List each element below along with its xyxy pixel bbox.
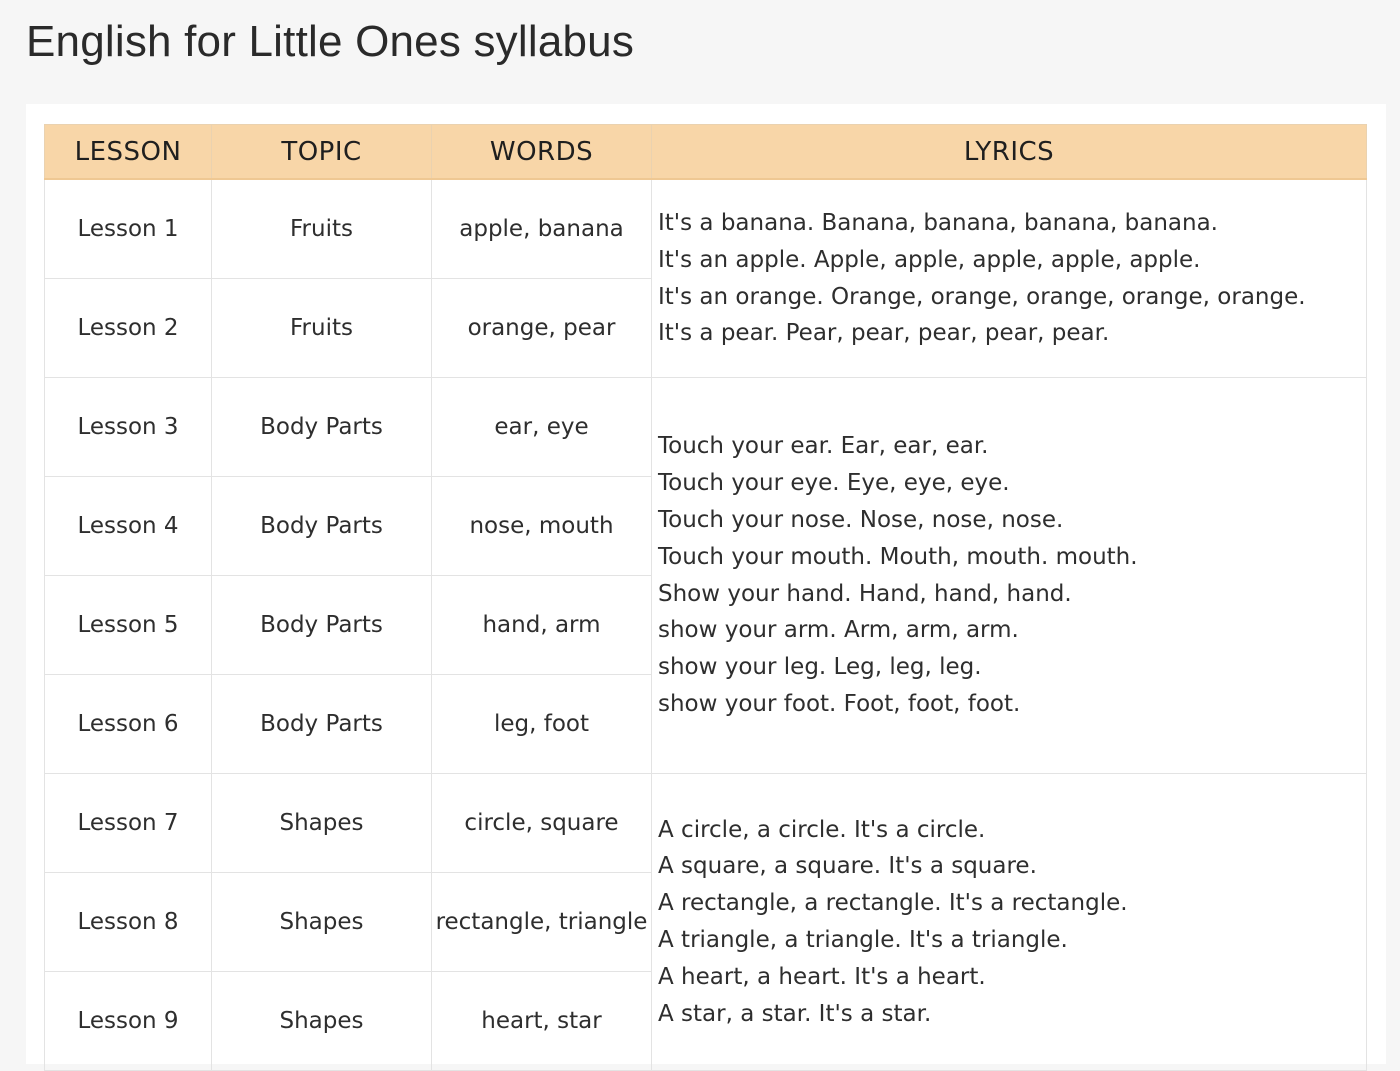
syllabus-card <box>26 104 1386 1064</box>
lesson-cell: Lesson 9 <box>45 972 212 1071</box>
words-cell: heart, star <box>432 972 652 1071</box>
header-words: WORDS <box>432 125 652 180</box>
topic-cell: Shapes <box>212 873 432 972</box>
words-cell: circle, square <box>432 774 652 873</box>
header-topic: TOPIC <box>212 125 432 180</box>
table-row <box>45 179 1367 279</box>
topic-cell: Fruits <box>212 179 432 279</box>
lyrics-line: Touch your mouth. Mouth, mouth. mouth. <box>658 543 1138 570</box>
lyrics-line: A triangle, a triangle. It's a triangle. <box>658 927 1068 953</box>
lesson-cell: Lesson 6 <box>45 675 212 774</box>
words-cell: hand, arm <box>432 576 652 675</box>
topic-cell: Body Parts <box>212 675 432 774</box>
lyrics-line: A star, a star. It's a star. <box>658 1000 932 1027</box>
table-body <box>45 179 1367 1071</box>
words-cell: ear, eye <box>432 378 652 477</box>
header-lesson: LESSON <box>45 125 212 180</box>
words-cell: rectangle, triangle <box>432 873 652 972</box>
lesson-cell: Lesson 3 <box>45 378 212 477</box>
lyrics-line: Touch your eye. Eye, eye, eye. <box>658 470 1010 497</box>
lyrics-line: Show your hand. Hand, hand, hand. <box>658 580 1072 607</box>
lyrics-line: It's a banana. Banana, banana, banana, banana. <box>658 209 1218 236</box>
words-cell: orange, pear <box>432 279 652 378</box>
words-cell: leg, foot <box>432 675 652 774</box>
lyrics-line: show your foot. Foot, foot, foot. <box>658 690 1021 717</box>
topic-cell: Fruits <box>212 279 432 378</box>
table-row <box>45 774 1367 873</box>
table-row <box>45 378 1367 477</box>
lesson-cell: Lesson 2 <box>45 279 212 378</box>
topic-cell: Body Parts <box>212 378 432 477</box>
topic-cell: Body Parts <box>212 576 432 675</box>
lyrics-line: show your arm. Arm, arm, arm. <box>658 617 1019 644</box>
lyrics-line: A heart, a heart. It's a heart. <box>658 963 986 990</box>
topic-cell: Body Parts <box>212 477 432 576</box>
lyrics-line: A circle, a circle. It's a circle. <box>658 816 986 843</box>
lyrics-line: Touch your ear. Ear, ear, ear. <box>658 433 989 460</box>
lesson-cell: Lesson 1 <box>45 179 212 279</box>
page-title: English for Little Ones syllabus <box>26 17 635 66</box>
lesson-cell: Lesson 4 <box>45 477 212 576</box>
topic-cell: Shapes <box>212 774 432 873</box>
words-cell: nose, mouth <box>432 477 652 576</box>
words-cell: apple, banana <box>432 179 652 279</box>
lyrics-line: show your leg. Leg, leg, leg. <box>658 654 982 681</box>
header-lyrics: LYRICS <box>652 125 1367 180</box>
header-row <box>45 125 1367 180</box>
lyrics-line: A square, a square. It's a square. <box>658 853 1037 880</box>
lyrics-line: It's a pear. Pear, pear, pear, pear, pear. <box>658 320 1110 347</box>
lyrics-cell-body-parts <box>652 378 1367 774</box>
lesson-cell: Lesson 5 <box>45 576 212 675</box>
lesson-cell: Lesson 8 <box>45 873 212 972</box>
lyrics-line: Touch your nose. Nose, nose, nose. <box>658 506 1064 533</box>
lesson-cell: Lesson 7 <box>45 774 212 873</box>
lyrics-line: It's an orange. Orange, orange, orange, orange, orange. <box>658 283 1306 310</box>
syllabus-table <box>44 124 1367 1071</box>
lyrics-line: A rectangle, a rectangle. It's a rectangle. <box>658 890 1128 917</box>
topic-cell: Shapes <box>212 972 432 1071</box>
lyrics-cell-fruits <box>652 179 1367 378</box>
lyrics-line: It's an apple. Apple, apple, apple, apple, apple. <box>658 246 1201 273</box>
table-header <box>45 125 1367 180</box>
lyrics-cell-shapes <box>652 774 1367 1071</box>
